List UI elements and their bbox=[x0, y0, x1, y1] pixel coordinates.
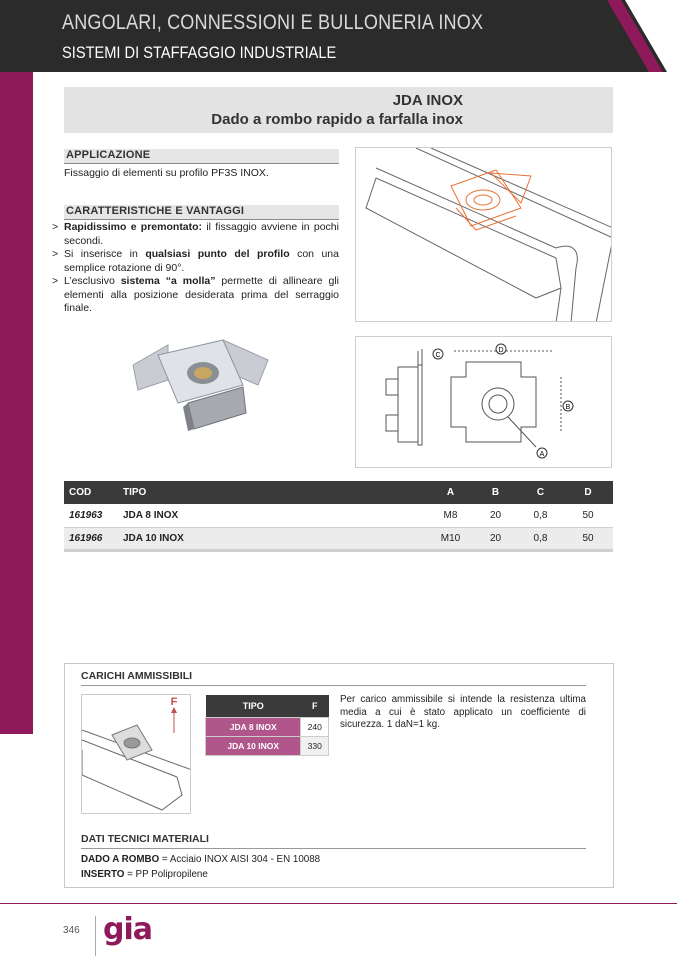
cell-d: 50 bbox=[563, 504, 613, 527]
dimension-drawing-svg bbox=[356, 337, 613, 469]
cell-b: 20 bbox=[473, 527, 518, 550]
col-header-c: C bbox=[518, 481, 563, 504]
dimension-drawing bbox=[355, 336, 612, 468]
bullet-pre: Si inserisce in bbox=[64, 248, 146, 260]
table-row bbox=[64, 527, 613, 550]
col-header-a: A bbox=[428, 481, 473, 504]
cell-f: 330 bbox=[301, 736, 329, 755]
applicazione-text: Fissaggio di elementi su profilo PF3S INOX. bbox=[64, 167, 269, 179]
bullet-bold: sistema “a molla” bbox=[120, 275, 216, 287]
col-header-tipo: TIPO bbox=[206, 695, 301, 717]
cell-d: 50 bbox=[563, 527, 613, 550]
list-item bbox=[52, 221, 339, 248]
col-header-f: F bbox=[301, 695, 329, 717]
bullet-marker: > bbox=[52, 248, 59, 260]
dim-label-a: A bbox=[539, 451, 545, 458]
product-title-box bbox=[64, 87, 613, 133]
caratteristiche-list bbox=[52, 221, 339, 316]
carichi-heading: CARICHI AMMISSIBILI bbox=[81, 670, 586, 686]
bullet-text: il fissaggio avviene in pochi secondi. bbox=[64, 221, 339, 247]
channel-drawing-svg bbox=[356, 148, 612, 322]
page-header bbox=[0, 0, 677, 72]
list-item bbox=[52, 275, 339, 316]
bullet-text: con una semplice rotazione di 90°. bbox=[64, 248, 339, 274]
dim-label-b: B bbox=[565, 404, 571, 411]
cell-tipo: JDA 8 INOX bbox=[118, 504, 428, 527]
product-table bbox=[64, 481, 613, 552]
material-spec: = Acciaio INOX AISI 304 - EN 10088 bbox=[159, 854, 321, 865]
material-name: DADO A ROMBO bbox=[81, 854, 160, 865]
cell-a: M8 bbox=[428, 504, 473, 527]
brand-logo: gia bbox=[103, 912, 153, 947]
material-line bbox=[81, 854, 320, 865]
col-header-tipo: TIPO bbox=[118, 481, 428, 504]
load-drawing bbox=[81, 694, 191, 814]
product-name: JDA INOX bbox=[392, 92, 463, 109]
bullet-bold: Rapidissimo e premontato: bbox=[64, 221, 203, 233]
bullet-bold: qualsiasi punto del profilo bbox=[145, 248, 290, 260]
table-row bbox=[206, 736, 329, 755]
caratteristiche-heading: CARATTERISTICHE E VANTAGGI bbox=[64, 205, 339, 220]
cell-tipo: JDA 8 INOX bbox=[206, 717, 301, 736]
col-header-b: B bbox=[473, 481, 518, 504]
product-description: Dado a rombo rapido a farfalla inox bbox=[211, 111, 463, 128]
cell-c: 0,8 bbox=[518, 527, 563, 550]
bullet-marker: > bbox=[52, 275, 59, 287]
cell-a: M10 bbox=[428, 527, 473, 550]
cell-tipo: JDA 10 INOX bbox=[206, 736, 301, 755]
col-header-cod: COD bbox=[64, 481, 118, 504]
page-number: 346 bbox=[63, 925, 80, 936]
channel-installation-drawing bbox=[355, 147, 612, 322]
bullet-pre: L’esclusivo bbox=[64, 275, 121, 287]
dim-label-c: C bbox=[435, 352, 441, 359]
table-row bbox=[64, 504, 613, 527]
load-note: Per carico ammissibile si intende la resistenza ultima media a cui è stato applicato un coefficiente di sicurezza. 1 daN=1 kg. bbox=[340, 694, 586, 730]
technical-data-box bbox=[64, 663, 614, 888]
footer-separator bbox=[95, 916, 96, 956]
catalog-section-title: ANGOLARI, CONNESSIONI E BULLONERIA INOX bbox=[62, 11, 484, 34]
table-row bbox=[206, 717, 329, 736]
side-accent-bar bbox=[0, 72, 33, 734]
cell-c: 0,8 bbox=[518, 504, 563, 527]
corner-stripe-decoration bbox=[587, 0, 677, 72]
load-table bbox=[205, 695, 329, 756]
material-line bbox=[81, 869, 208, 880]
cell-f: 240 bbox=[301, 717, 329, 736]
material-name: INSERTO bbox=[81, 869, 125, 880]
material-spec: = PP Polipropilene bbox=[124, 869, 208, 880]
cell-cod: 161963 bbox=[64, 504, 118, 527]
table-header-row bbox=[64, 481, 613, 504]
bullet-text: permette di allineare gli elementi alla posizione desiderata prima del serraggio finale. bbox=[64, 275, 339, 314]
materiali-heading: DATI TECNICI MATERIALI bbox=[81, 833, 586, 849]
cell-b: 20 bbox=[473, 504, 518, 527]
dim-label-d: D bbox=[498, 347, 504, 354]
catalog-subsection-title: SISTEMI DI STAFFAGGIO INDUSTRIALE bbox=[62, 43, 337, 62]
list-item bbox=[52, 248, 339, 275]
table-header-row bbox=[206, 695, 329, 717]
col-header-d: D bbox=[563, 481, 613, 504]
applicazione-heading: APPLICAZIONE bbox=[64, 149, 339, 164]
load-drawing-svg bbox=[82, 695, 191, 814]
bullet-marker: > bbox=[52, 221, 59, 233]
cell-cod: 161966 bbox=[64, 527, 118, 550]
force-label: F bbox=[170, 696, 178, 708]
footer-divider bbox=[0, 903, 677, 904]
product-photo bbox=[128, 325, 278, 445]
cell-tipo: JDA 10 INOX bbox=[118, 527, 428, 550]
